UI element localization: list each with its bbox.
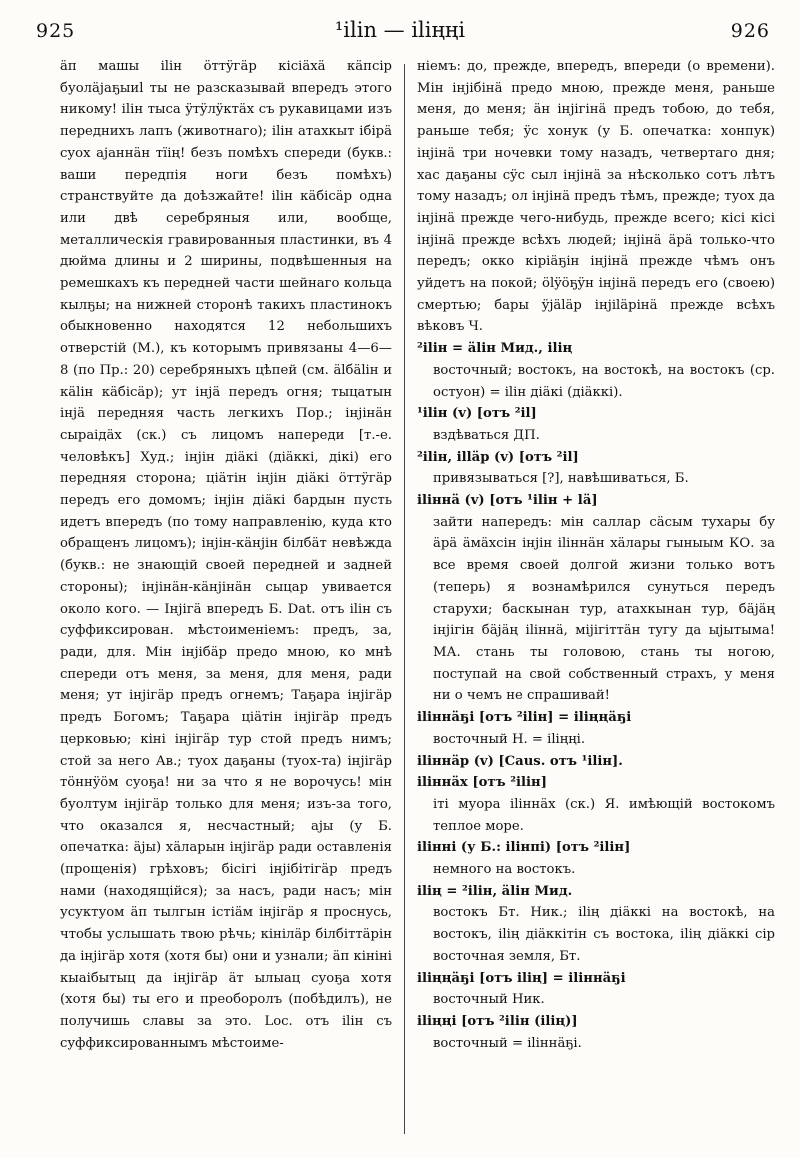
page-number-right: 926 (730, 20, 770, 42)
entry-headword: ²iliн, illäр (v) [отъ ²il] (417, 449, 579, 465)
dictionary-entry (417, 403, 775, 446)
dictionary-entry (417, 338, 775, 403)
entry-continuation: нiемъ: до, прежде, впередъ, впереди (о времени). Мiн iнjiбiнä предо мною, прежде меня, раньше меня, до меня; äн iнjiгiнä предъ тобою, до тебя, раньше тебя; ÿс хонук (у Б. опечатка: хонпук) iнjiнä три ночевки тому назадъ, четвертаго дня; хас даҕаны сÿс сыл iнjiнä за нѣсколько сотъ лѣтъ тому назадъ; ол iнjiнä предъ тѣмъ, прежде; туох да iнjiнä прежде чего-нибудь, прежде всего; кiсi кiсi iнjiнä прежде всѣхъ людей; iнjiнä äрä только-что передъ; окко кiрiäҕiн iнjiнä прежде чѣмъ онъ уйдетъ на покой; ölÿöҕÿн iнjiнä передъ его (своею) смертью; бары ÿjäläр iнjiläрiнä прежде всѣхъ вѣковъ Ч. (417, 59, 775, 335)
dictionary-entry (417, 968, 775, 1011)
entry-gloss: немного на востокъ. (433, 862, 576, 878)
entry-gloss: зайти напередъ: мiн саллар сäсым тухары бу äрä äмäхсiн iнjiн iliннäн хäлары гыныым КО. за все время своей долгой жизни только вотъ (теперь) я вознамѣрился сунуться передъ старухи; баскынан тур, атахкынан тур, бäjäң iнjiгiн бäjäң iliннä, мijiгiттäн тугу да ыjытыма! МА. стань ты головою, стань ты ногою, поступай на свой собственный страхъ, у меня ни о чемъ не спрашивай! (433, 514, 775, 704)
dictionary-entry (417, 881, 775, 968)
entry-gloss: восточный Ник. (433, 992, 545, 1008)
entry-headword: ²iliн = äliн Мид., iliң (417, 341, 573, 357)
dictionary-entry (417, 447, 775, 490)
entry-headword: iliннäҕi [отъ ²iliн] = iliңңäҕi (417, 710, 632, 726)
dictionary-entry (417, 490, 775, 707)
entry-gloss: привязываться [?], навѣшиваться, Б. (433, 471, 689, 487)
entry-headword: iliннä (v) [отъ ¹iliн + lä] (417, 493, 598, 509)
entry-headword: iliң = ²iliн, äliн Мид. (417, 883, 573, 899)
entry-headword: iliңңäҕi [отъ iliң] = iliннäҕi (417, 970, 626, 986)
entry-gloss: восточный = iliннäҕi. (433, 1035, 582, 1051)
entry-gloss: востокъ Бт. Ник.; iliң дiäккi на востокѣ, на востокъ, iliң дiäккiтiн съ востока, iliң дiäккi сiр восточная земля, Бт. (433, 905, 775, 964)
entry-gloss: вздѣваться ДП. (433, 427, 540, 443)
dictionary-entry (417, 707, 775, 750)
right-column (417, 56, 775, 1138)
page-header (0, 18, 800, 46)
running-title: ¹ilin — iliңңi (334, 18, 466, 42)
entry-headword: ¹iliн (v) [отъ ²il] (417, 406, 537, 422)
entry-gloss: восточный; востокъ, на востокѣ, на востокъ (ср. остуон) = iliн дiäкi (дiäккi). (433, 362, 775, 400)
entry-gloss: iтi муора iliннäx (ск.) Я. имѣющiй востокомъ теплое море. (433, 796, 775, 834)
entry-gloss: восточный Н. = iliңңi. (433, 731, 586, 747)
left-column (60, 56, 392, 1138)
dictionary-entry (417, 751, 775, 773)
column-divider (404, 64, 405, 1134)
left-column-text: äп машы iliн öттÿгäр кiсiäxä кäпсiр буолäjаҕыиl ты не разсказывай впередъ этого никому! iliн тыса ÿтÿлÿктäx съ рукавицами изъ переднихъ лапъ (животнаго); iliн атахкыт iбiрä суох ajаннäн тïiң! безъ помѣхъ спереди (букв.: ваши передпiя ноги безъ помѣхъ) странствуйте да доѣзжайте! iliн кäбiсäр одна или двѣ серебряныя или, вообще, металлическiя гравированныя пластинки, въ 4 дюйма длины и 2 ширины, подвѣшенныя на ремешкахъ къ передней части шейнаго кольца кылҕы; на нижней сторонѣ такихъ пластинокъ обыкновенно находятся 12 небольшихъ отверстiй (M.), къ которымъ привязаны 4—6—8 (по Пр.: 20) серебряныхъ цѣпей (см. älбäliн и кäliн кäбiсäр); ут iнjä передъ огня; тыцатын iнjä передняя часть легкихъ Пор.; iнjiнäн сыраiдäх (ск.) съ лицомъ напереди [т.-е. человѣкъ] Худ.; iнjiн дiäкi (дiäккi, дiкi) его передняя сторона; цiäтiн iнjiн дiäкi öттÿгäр передъ его домомъ; iнjiн дiäкi бардын пусть идетъ впередъ (по тому направленiю, куда кто обращенъ лицомъ); iнjiн-кäнjiн бiлбäт невѣжда (букв.: не знающiй своей передней и задней стороны); iнjiнäн-кäнjiнäн сыцар увивается около кого. — Iнjiгä впередъ Б. Dat. отъ iliн съ суффиксирован. мѣстоименiемъ: предъ, за, ради, для. Мiн iнjiбäр предо мною, ко мнѣ спереди отъ меня, за меня, для меня, ради меня; ут iнjiгäр предъ огнемъ; Таҕара iнjiгäр предъ Богомъ; Таҕара цiäтiн iнjiгäр предъ церковью; кiнi iнjiгäр тур стой предъ нимъ; стой за него Ав.; туох даҕаны (туох-та) iнjiгäр тöннÿöм суоҕа! ни за что я не ворочусь! мiн буолтум iнjiгäр только для меня; изъ-за того, что оказался я, несчастный; аjы (у Б. опечатка: äjы) хäларын iнjiгäр ради оставленiя (прощенiя) грѣховъ; бiсiгi iнjiбiтiгäр предъ нами (находящiйся); за насъ, ради насъ; мiн усуктуом äп тылгын iстiäм iнjiгäр я проснусь, чтобы услышать твою рѣчь; кiнiлäр бiлбiттäрiн да iнjiгäр хотя (хотя бы) они и узнали; äп кiнiнi кыаiбытыц да iнjiгäр äт ылыац суоҕа хотя (хотя бы) ты его и преоборолъ (побѣдилъ), не получишь славы за это. Loc. отъ iliн съ суффиксированнымъ мѣстоиме- (60, 59, 392, 1051)
page-number-left: 925 (36, 20, 76, 42)
dictionary-entry (417, 837, 775, 880)
entry-headword: iliннäр (v) [Caus. отъ ¹iliн]. (417, 753, 623, 769)
entry-headword: iliңңi [отъ ²iliн (iliң)] (417, 1013, 578, 1029)
entry-headword: iliннi (у Б.: iliнпi) [отъ ²iliн] (417, 840, 631, 856)
dictionary-entry (417, 1011, 775, 1054)
entry-headword: iliннäx [отъ ²iliн] (417, 775, 547, 791)
dictionary-entry (417, 772, 775, 837)
